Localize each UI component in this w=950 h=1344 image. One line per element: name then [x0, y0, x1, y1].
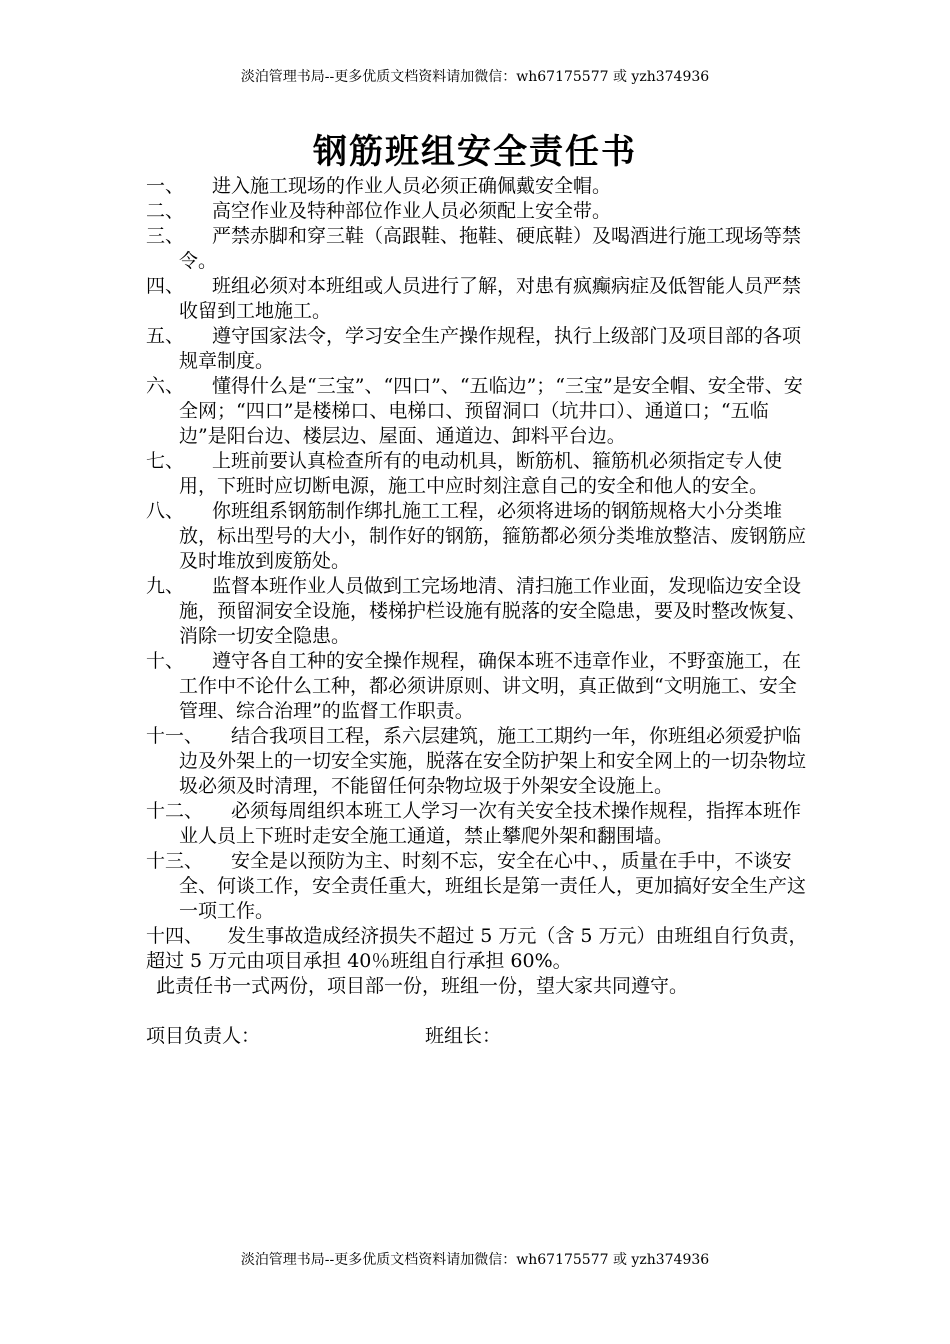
clause-number: 六、	[146, 375, 185, 397]
clause-text: 高空作业及特种部位作业人员必须配上安全带。	[212, 200, 612, 222]
clause-text: 班组必须对本班组或人员进行了解，对患有疯癫病症及低智能人员严禁收留到工地施工。	[179, 275, 802, 322]
signature-row	[146, 1024, 811, 1049]
clause-text: 遵守国家法令，学习安全生产操作规程，执行上级部门及项目部的各项规章制度。	[179, 325, 802, 372]
clause-text: 遵守各自工种的安全操作规程，确保本班不违章作业，不野蛮施工，在工作中不论什么工种，都必须讲原则、讲文明，真正做到“文明施工、安全管理、综合治理”的监督工作职责。	[179, 650, 802, 722]
clause-number: 七、	[146, 450, 185, 472]
clause-item	[146, 574, 811, 649]
clause-number: 十、	[146, 650, 185, 672]
clause-number: 十一、	[146, 725, 204, 747]
clause-item	[146, 374, 811, 449]
clause-text: 进入施工现场的作业人员必须正确佩戴安全帽。	[212, 175, 612, 197]
clause-number: 十二、	[146, 800, 204, 822]
clause-text: 懂得什么是“三宝”、“四口”、“五临边”；“三宝”是安全帽、安全带、安全网；“四口”是楼梯口、电梯口、预留洞口（坑井口）、通道口；“五临边”是阳台边、楼层边、屋面、通道边、卸料平台边。	[179, 375, 803, 447]
clause-number: 八、	[146, 500, 185, 522]
closing-statement: 此责任书一式两份，项目部一份，班组一份，望大家共同遵守。	[156, 975, 689, 997]
header-note: 淡泊管理书局--更多优质文档资料请加微信：wh67175577 或 yzh374936	[240, 69, 710, 85]
clause-item	[146, 274, 811, 324]
project-manager-signature-label: 项目负责人：	[146, 1025, 261, 1047]
clause-item	[146, 799, 811, 849]
clause-item	[146, 324, 811, 374]
clause-item	[146, 724, 811, 799]
clause-number: 九、	[146, 575, 185, 597]
clause-item	[146, 449, 811, 499]
clause-item	[146, 174, 811, 199]
clause-text: 严禁赤脚和穿三鞋（高跟鞋、拖鞋、硬底鞋）及喝酒进行施工现场等禁令。	[179, 225, 802, 272]
clause-item	[146, 924, 811, 974]
clause-item	[146, 199, 811, 224]
clause-item	[146, 649, 811, 724]
clause-number: 十三、	[146, 850, 204, 872]
clause-text: 你班组系钢筋制作绑扎施工工程，必须将进场的钢筋规格大小分类堆放，标出型号的大小，制作好的钢筋，箍筋都必须分类堆放整洁、废钢筋应及时堆放到废筋处。	[179, 500, 807, 572]
clause-text: 监督本班作业人员做到工完场地清、清扫施工作业面，发现临边安全设施，预留洞安全设施，楼梯护栏设施有脱落的安全隐患，要及时整改恢复、消除一切安全隐患。	[179, 575, 807, 647]
clause-number: 五、	[146, 325, 185, 347]
footer-note: 淡泊管理书局--更多优质文档资料请加微信：wh67175577 或 yzh374936	[240, 1252, 710, 1268]
team-leader-signature-label: 班组长：	[425, 1025, 502, 1047]
document-title: 钢筋班组安全责任书	[313, 132, 637, 172]
clause-text: 必须每周组织本班工人学习一次有关安全技术操作规程，指挥本班作业人员上下班时走安全施工通道，禁止攀爬外架和翻围墙。	[179, 800, 802, 847]
clause-number: 二、	[146, 200, 185, 222]
clause-item	[146, 849, 811, 924]
clause-number: 一、	[146, 175, 185, 197]
clause-text: 发生事故造成经济损失不超过 5 万元（含 5 万元）由班组自行负责，超过 5 万元由项目承担 40％班组自行承担 60%。	[146, 925, 808, 972]
clause-text: 结合我项目工程，系六层建筑，施工工期约一年，你班组必须爱护临边及外架上的一切安全实施，脱落在安全防护架上和安全网上的一切杂物垃圾必须及时清理，不能留任何杂物垃圾于外架安全设施上。	[179, 725, 807, 797]
clause-list	[146, 174, 811, 1049]
clause-item	[146, 224, 811, 274]
clause-text: 上班前要认真检查所有的电动机具，断筋机、箍筋机必须指定专人使用，下班时应切断电源，施工中应时刻注意自己的安全和他人的安全。	[179, 450, 783, 497]
clause-number: 十四、	[146, 925, 204, 947]
clause-item	[146, 499, 811, 574]
clause-number: 四、	[146, 275, 185, 297]
clause-text: 安全是以预防为主、时刻不忘，安全在心中、，质量在手中，不谈安全、何谈工作，安全责任重大，班组长是第一责任人，更加搞好安全生产这一项工作。	[179, 850, 807, 922]
clause-number: 三、	[146, 225, 185, 247]
